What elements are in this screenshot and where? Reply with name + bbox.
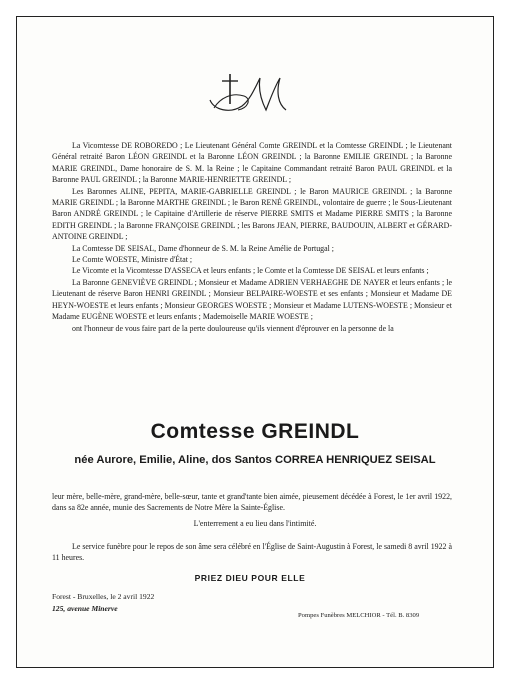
service-details xyxy=(52,541,452,564)
deceased-name: Comtesse GREINDL xyxy=(150,420,360,443)
family-paragraph: La Baronne GENEVIÈVE GREINDL ; Monsieur et Madame ADRIEN VERHAEGHE DE NAYER et leurs enfants ; le Lieutenant de réserve Baron HENRI GREINDL ; Monsieur BELPAIRE-WOESTE et ses enfants ; Monsieur et Madame DE HEYN-WOESTE et leurs enfants ; Monsieur GEORGES WOESTE ; Monsieur et Madame LUTENS-WOESTE ; Monsieur et Madame EUGÈNE WOESTE et leurs enfants ; Mademoiselle MARIE WOESTE ; xyxy=(52,277,452,322)
service-text: Le service funèbre pour le repos de son âme sera célébré en l'Église de Saint-Augustin à Forest, le samedi 8 avril 1922 à 11 heures. xyxy=(52,542,452,563)
cross-monogram-icon xyxy=(200,70,290,120)
family-paragraph: Le Vicomte et la Vicomtesse D'ASSECA et leurs enfants ; le Comte et la Comtesse DE SEISAL et leurs enfants ; xyxy=(72,266,429,276)
announcement-line: ont l'honneur de vous faire part de la perte douloureuse qu'ils viennent d'éprouver en la personne de la xyxy=(72,323,394,333)
family-list xyxy=(52,140,452,334)
family-paragraph: La Comtesse DE SEISAL, Dame d'honneur de S. M. la Reine Amélie de Portugal ; xyxy=(72,243,334,253)
family-paragraph: La Vicomtesse DE ROBOREDO ; Le Lieutenant Général Comte GREINDL et la Comtesse GREINDL ; le Lieutenant Général retraité Baron LÉON GREINDL et la Baronne LÉON GREINDL ; la Baronne EMILIE GREINDL ; la Baronne MARIE GREINDL, Dame honoraire de S. M. la Reine ; le Capitaine Commandant retraité Baron PAUL GREINDL et la Baronne PAUL GREINDL ; la Baronne MARIE-HENRIETTE GREINDL ; xyxy=(52,141,452,185)
prayer-line: PRIEZ DIEU POUR ELLE xyxy=(194,573,306,583)
place-date: Forest - Bruxelles, le 2 avril 1922 xyxy=(52,592,155,601)
burial-text: L'enterrement a eu lieu dans l'intimité. xyxy=(193,519,317,528)
family-paragraph: Le Comte WOESTE, Ministre d'État ; xyxy=(72,255,193,265)
death-details xyxy=(52,491,452,514)
deceased-subtitle: née Aurore, Emilie, Aline, dos Santos CORREA HENRIQUEZ SEISAL xyxy=(74,454,436,466)
death-text: leur mère, belle-mère, grand-mère, belle-sœur, tante et grand'tante bien aimée, pieusement décédée à Forest, le 1er avril 1922, dans sa 82e année, munie des Sacrements de Notre Mère la Sainte-Église. xyxy=(52,492,452,513)
undertaker: Pompes Funèbres MELCHIOR - Tél. B. 8309 xyxy=(298,612,420,619)
family-paragraph: Les Baronnes ALINE, PEPITA, MARIE-GABRIELLE GREINDL ; le Baron MAURICE GREINDL ; la Baronne MARIE GREINDL ; la Baronne MARTHE GREINDL ; le Baron RENÉ GREINDL, volontaire de guerre ; le Sous-Lieutenant Baron ANDRÉ GREINDL ; le Capitaine d'Artillerie de réserve PIERRE SMITS et Madame PIERRE SMITS ; la Baronne EDITH GREINDL ; la Baronne FRANÇOISE GREINDL ; les Barons JEAN, PIERRE, BAUDOUIN, ALBERT et GÉRARD-ANTOINE GREINDL ; xyxy=(52,186,452,242)
address: 125, avenue Minerve xyxy=(52,604,118,613)
